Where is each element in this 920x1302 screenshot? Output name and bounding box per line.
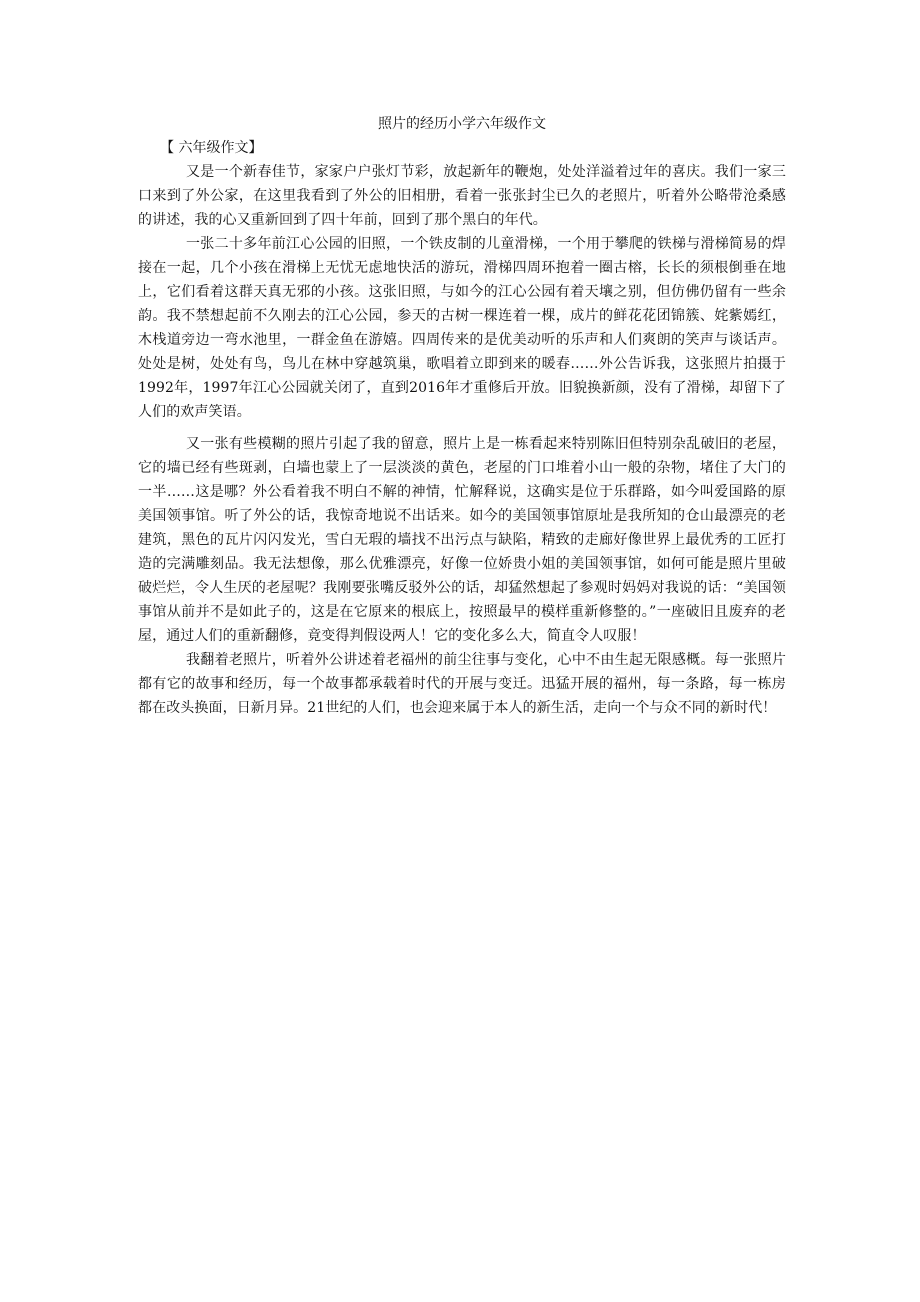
paragraph-1: 又是一个新春佳节，家家户户张灯节彩，放起新年的鞭炮，处处洋溢着过年的喜庆。我们一家三口来到了外公家，在这里我看到了外公的旧相册，看着一张张封尘已久的老照片，听着外公略带沧桑感的讲述，我的心又重新回到了四十年前，回到了那个黑白的年代。 [138,164,786,228]
category-label: 【 六年级作文】 [160,140,263,156]
paragraph-4: 我翻着老照片，听着外公讲述着老福州的前尘往事与变化，心中不由生起无限感概。每一张照片都有它的故事和经历，每一个故事都承载着时代的开展与变迁。迅猛开展的福州，每一条路，每一栋房都在改头换面，日新月异。21世纪的人们，也会迎来属于本人的新生活，走向一个与众不同的新时代！ [138,652,786,716]
document-page [138,112,786,720]
paragraph-2: 一张二十多年前江心公园的旧照，一个铁皮制的儿童滑梯，一个用于攀爬的铁梯与滑梯简易的焊接在一起，几个小孩在滑梯上无忧无虑地快活的游玩，滑梯四周环抱着一圈古榕，长长的须根倒垂在地上，它们看着这群天真无邪的小孩。这张旧照，与如今的江心公园有着天壤之别，但仿佛仍留有一些余韵。我不禁想起前不久刚去的江心公园，参天的古树一棵连着一棵，成片的鲜花花团锦簇、姹紫嫣红，木栈道旁边一弯水池里，一群金鱼在游嬉。四周传来的是优美动听的乐声和人们爽朗的笑声与谈话声。处处是树，处处有鸟，鸟儿在林中穿越筑巢，歌唱着立即到来的暖春……外公告诉我，这张照片拍摄于1992年，1997年江心公园就关闭了，直到2016年才重修后开放。旧貌换新颜，没有了滑梯，却留下了人们的欢声笑语。 [138,236,786,420]
document-title: 照片的经历小学六年级作文 [378,116,546,132]
paragraph-3: 又一张有些模糊的照片引起了我的留意，照片上是一栋看起来特别陈旧但特别杂乱破旧的老屋，它的墙已经有些斑剥，白墙也蒙上了一层淡淡的黄色，老屋的门口堆着小山一般的杂物，堵住了大门的一半……这是哪？外公看着我不明白不解的神情，忙解释说，这确实是位于乐群路，如今叫爱国路的原美国领事馆。听了外公的话，我惊奇地说不出话来。如今的美国领事馆原址是我所知的仓山最漂亮的老建筑，黑色的瓦片闪闪发光，雪白无瑕的墙找不出污点与缺陷，精致的走廊好像世界上最优秀的工匠打造的完满雕刻品。我无法想像，那么优雅漂亮，好像一位娇贵小姐的美国领事馆，如何可能是照片里破破烂烂，令人生厌的老屋呢？我刚要张嘴反驳外公的话，却猛然想起了参观时妈妈对我说的话：“美国领事馆从前并不是如此子的，这是在它原来的根底上，按照最早的模样重新修整的。”一座破旧且废弃的老屋，通过人们的重新翻修，竟变得判假设两人！它的变化多么大，简直令人叹服！ [138,436,786,644]
